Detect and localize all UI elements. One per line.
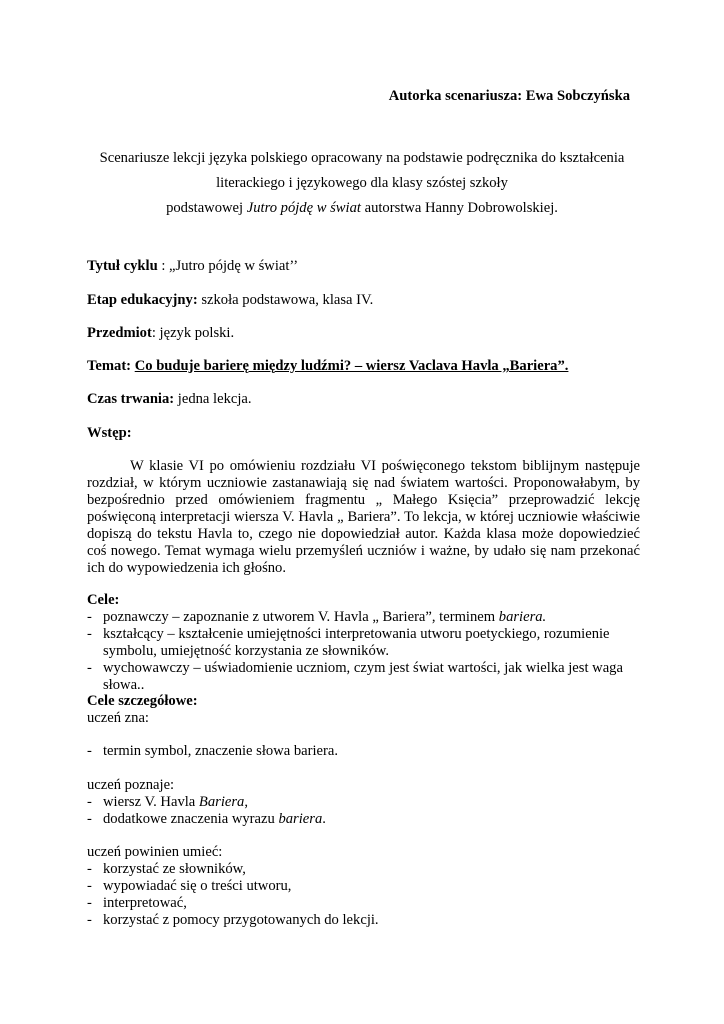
dash-bullet: - bbox=[87, 912, 92, 928]
list-item bbox=[87, 609, 647, 626]
dash-bullet: - bbox=[87, 609, 92, 625]
topic-value: Co buduje barierę między ludźmi? – wiersz Vaclava Havla „Bariera”. bbox=[134, 358, 569, 374]
dash-bullet: - bbox=[87, 660, 92, 676]
topic-label: Temat: bbox=[87, 358, 132, 374]
dash-bullet: - bbox=[87, 794, 92, 810]
learns-item-2-term: bariera bbox=[278, 811, 323, 827]
subject-value: : język polski. bbox=[151, 325, 235, 341]
intro-line-1: Scenariusze lekcji języka polskiego opracowany na podstawie podręcznika do kształcenia bbox=[99, 150, 625, 166]
list-item bbox=[87, 811, 647, 828]
dash-bullet: - bbox=[87, 895, 92, 911]
duration-label: Czas trwania: bbox=[87, 391, 175, 407]
knows-list bbox=[87, 743, 647, 760]
field-cycle-title bbox=[87, 258, 664, 275]
document-intro bbox=[60, 146, 664, 221]
learns-item-1-title: Bariera bbox=[198, 794, 245, 810]
cycle-value: : „Jutro pójdę w świat’’ bbox=[157, 258, 299, 274]
author-name: Ewa Sobczyńska bbox=[525, 88, 630, 104]
list-item bbox=[87, 895, 647, 912]
goal-cognitive-term: bariera. bbox=[498, 609, 547, 625]
intro-line-3 bbox=[60, 196, 664, 221]
knows-item: termin symbol, znaczenie słowa bariera. bbox=[103, 743, 339, 759]
learns-item-1: wiersz V. Havla bbox=[103, 794, 199, 810]
stage-label: Etap edukacyjny: bbox=[87, 292, 198, 308]
dash-bullet: - bbox=[87, 861, 92, 877]
goals-heading: Cele: bbox=[87, 592, 120, 608]
should-item: interpretować, bbox=[103, 895, 187, 911]
should-item: korzystać z pomocy przygotowanych do lekcji. bbox=[103, 912, 379, 928]
detailed-goals-heading: Cele szczegółowe: bbox=[87, 693, 198, 709]
list-item bbox=[87, 861, 647, 878]
list-item bbox=[87, 660, 647, 694]
goals-list bbox=[87, 609, 647, 694]
list-item bbox=[87, 626, 647, 660]
dash-bullet: - bbox=[87, 626, 92, 642]
field-topic bbox=[87, 358, 664, 375]
duration-value: jedna lekcja. bbox=[174, 391, 252, 407]
intro-paragraph-text: W klasie VI po omówieniu rozdziału VI poświęconego tekstom biblijnym następuje rozdział, w którym uczniowie zastanawiają się nad światem wartości. Proponowałabym, by bezpośrednio przed omówieniem fragmentu „ Małego Księcia” przeprowadzić lekcję poświęconą interpretacji wiersza V. Havla „ Bariera”. To lekcja, w której uczniowie właściwie dopiszą do tekstu Havla to, czego nie dopowiedział autor. Każda klasa może dopowiedzieć coś nowego. Temat wymaga wielu przemyśleń uczniów i ważne, by udało się nam przekonać ich do wypowiedzenia ich głośno. bbox=[87, 458, 640, 576]
learns-item-2: dodatkowe znaczenia wyrazu bbox=[103, 811, 279, 827]
list-item bbox=[87, 912, 647, 929]
subject-label: Przedmiot bbox=[87, 325, 152, 341]
knows-label: uczeń zna: bbox=[87, 710, 149, 726]
should-list bbox=[87, 861, 647, 929]
goal-cognitive: poznawczy – zapoznanie z utworem V. Havla „ Bariera”, terminem bbox=[103, 609, 499, 625]
author-label: Autorka scenariusza: bbox=[388, 88, 523, 104]
goal-educational: kształcący – kształcenie umiejętności interpretowania utworu poetyckiego, rozumienie symbolu, umiejętność korzystania ze słowników. bbox=[103, 626, 610, 659]
should-item: korzystać ze słowników, bbox=[103, 861, 246, 877]
book-title: Jutro pójdę w świat bbox=[246, 200, 361, 216]
intro-heading: Wstęp: bbox=[87, 425, 132, 441]
list-item bbox=[87, 743, 647, 760]
stage-value: szkoła podstawowa, klasa IV. bbox=[197, 292, 374, 308]
learns-list bbox=[87, 794, 647, 828]
field-duration bbox=[87, 391, 664, 408]
author-line bbox=[0, 88, 630, 105]
learns-item-2-post: . bbox=[322, 811, 326, 827]
dash-bullet: - bbox=[87, 878, 92, 894]
intro-paragraph bbox=[87, 458, 640, 577]
intro-line-3-post: autorstwa Hanny Dobrowolskiej. bbox=[360, 200, 558, 216]
learns-label: uczeń poznaje: bbox=[87, 777, 175, 793]
should-item: wypowiadać się o treści utworu, bbox=[103, 878, 292, 894]
learns-item-1-post: , bbox=[244, 794, 248, 810]
intro-line-3-pre: podstawowej bbox=[166, 200, 247, 216]
field-intro-heading bbox=[87, 425, 664, 442]
field-subject bbox=[87, 325, 664, 342]
list-item bbox=[87, 878, 647, 895]
should-label: uczeń powinien umieć: bbox=[87, 844, 223, 860]
goal-upbringing: wychowawczy – uświadomienie uczniom, czym jest świat wartości, jak wielka jest waga słowa.. bbox=[103, 660, 623, 693]
intro-line-2: literackiego i językowego dla klasy szóstej szkoły bbox=[216, 175, 508, 191]
cycle-label: Tytuł cyklu bbox=[87, 258, 158, 274]
list-item bbox=[87, 794, 647, 811]
field-stage bbox=[87, 292, 664, 309]
dash-bullet: - bbox=[87, 811, 92, 827]
dash-bullet: - bbox=[87, 743, 92, 759]
